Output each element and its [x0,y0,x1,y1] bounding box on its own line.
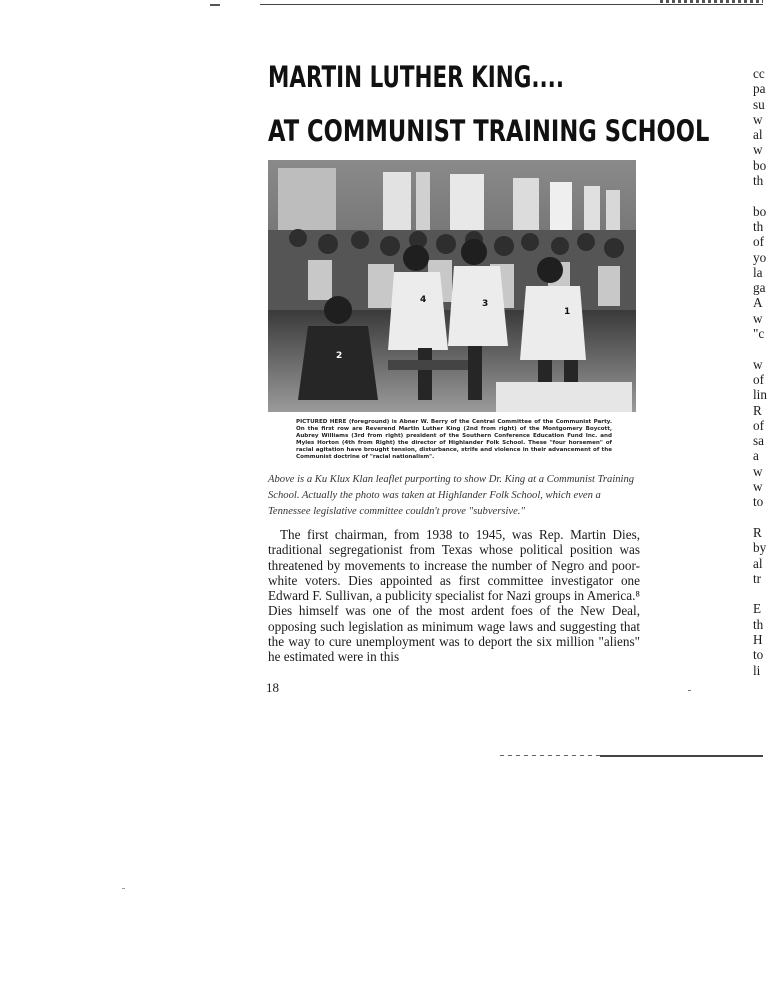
photo-caption: PICTURED HERE (foreground) is Abner W. Berry of the Central Committee of the Communist Party. On the first row are Reverend Martin Luther King (2nd from right) of the Montgomery Boycott, Aubrey Williams (3rd from right) president of the Southern Conference Education Fund Inc. and Myles Horton (4th from Right) the director of Highlander Folk School. These "four horsemen" of racial agitation have brought tension, disturbance, strife and violence in their advancement of the Communist doctrine of "racial nationalism". [296,419,612,460]
next-column-line: to [753,647,764,663]
next-column-line: yo [753,249,767,265]
photo-label-2: 2 [336,351,343,361]
next-column-line: by [753,540,767,556]
headline-line-2: AT COMMUNIST TRAINING SCHOOL [268,114,710,148]
next-column-line: tr [753,570,762,586]
next-column-line: w [753,142,763,158]
page-number: 18 [266,680,279,695]
scan-speck [688,690,691,691]
next-column-line: w [753,479,763,495]
next-column-line: of [753,371,764,387]
next-column-line: lin [753,387,767,403]
next-column-line: H [753,631,763,647]
scan-top-rule [260,4,763,5]
next-column-line: of [753,234,764,250]
next-column-line: of [753,417,764,433]
next-column-line: su [753,96,765,112]
scan-bottom-rule [600,755,763,757]
next-column-line: al [753,127,763,143]
photo-label-4: 4 [420,295,427,305]
next-column-line: pa [753,81,766,97]
next-column-line: R [753,524,762,540]
next-column-line: la [753,264,763,280]
next-column-line: sa [753,433,764,449]
next-column-line: bo [753,157,767,173]
next-column-line: th [753,173,764,189]
body-paragraph: The first chairman, from 1938 to 1945, was Rep. Martin Dies, traditional segregationist from Texas whose political position was threatened by movements to increase the number of Negro and poor-white voters. Dies appointed as first committee investigator one Edward F. Sullivan, a publicity specialist for Nazi groups in America.⁸ Dies himself was one of the most ardent foes of the New Deal, opposing such legislation as minimum wage laws and suggesting that the way to cure unemployment was to deport the six million "aliens" he estimated were in this [268,527,640,665]
scan-speck [122,888,125,889]
next-column-line: w [753,310,763,326]
scan-top-dots [660,0,763,3]
next-column-line: w [753,111,763,127]
next-column-fragment [753,66,767,678]
photo-label-1: 1 [564,307,571,317]
next-column-line: li [753,662,761,678]
next-column-line: to [753,494,764,510]
next-column-line: ga [753,280,766,296]
next-column-line: cc [753,66,765,81]
photo-illustration [268,160,636,412]
next-column-line: th [753,616,764,632]
photo-label-3: 3 [482,299,489,309]
next-column-line: th [753,218,764,234]
next-column-line: a [753,448,759,464]
next-column-line: al [753,555,763,571]
next-column-line: E [753,601,762,617]
next-column-line: w [753,356,763,372]
next-column-line: "c [753,326,765,342]
headline-line-1: MARTIN LUTHER KING.... [268,60,564,94]
leaflet-note: Above is a Ku Klux Klan leaflet purporting to show Dr. King at a Communist Training School. Actually the photo was taken at Highlander Folk School, which even a Tennessee legislative committee couldn't prove "subversive." [268,474,635,517]
leaflet-photo [268,160,636,412]
next-column-line: A [753,295,763,311]
next-column-line: bo [753,203,767,219]
next-column-line: R [753,402,762,418]
next-column-line: w [753,463,763,479]
scan-mark [210,4,220,6]
